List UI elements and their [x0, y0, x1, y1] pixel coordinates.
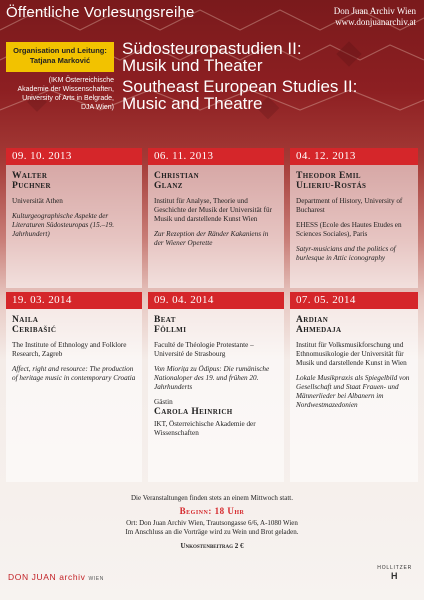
- title-block: [122, 40, 357, 112]
- affiliation-line: University of Arts in Belgrade,: [22, 95, 114, 102]
- lecture-card: [148, 292, 284, 482]
- lecturer-last-name: Glanz: [154, 181, 183, 191]
- lecture-date: 19. 03. 2014: [6, 292, 142, 309]
- lecture-topic: Kulturgeographische Aspekte der Literaturen Südosteuropas (15.–19. Jahrhundert): [12, 212, 115, 238]
- lecture-topic: Zur Rezeption der Ränder Kakaniens in der Wiener Operette: [154, 230, 269, 247]
- lecturer-institution: Institut für Analyse, Theorie und Geschichte der Musik der Universität für Musik und darstellende Kunst Wien: [154, 197, 272, 223]
- lecturer-last-name: Puchner: [12, 181, 51, 191]
- lecturer-first-name: Beat: [154, 315, 176, 325]
- hollitzer-logo: [377, 565, 412, 581]
- publisher-website[interactable]: www.donjuanarchiv.at: [335, 17, 416, 27]
- start-time: Beginn: 18 Uhr: [179, 506, 245, 516]
- lecturer-institution-secondary: EHESS (Ecole des Hautes Etudes en Sciences Sociales), Paris: [296, 221, 402, 238]
- lecturer-last-name: Ceribašić: [12, 325, 57, 335]
- lecture-topic: Satyr-musicians and the politics of burlesque in Attic iconography: [296, 245, 396, 262]
- lecturer-first-name: Christian: [154, 171, 200, 181]
- publisher-name: Don Juan Archiv Wien: [333, 6, 416, 16]
- lecture-card: [290, 148, 418, 288]
- organisation-name: Tatjana Marković: [29, 56, 91, 65]
- lecturer-name: [12, 171, 136, 191]
- lecture-card: [290, 292, 418, 482]
- lecture-card: [6, 148, 142, 288]
- lecture-topic: Von Miorița zu Ödipus: Die rumänische Nationaloper des 19. und frühen 20. Jahrhunderts: [154, 365, 270, 391]
- lecturer-first-name: Theodor Emil: [296, 171, 361, 181]
- admission-fee: Unkostenbeitrag 2 €: [180, 542, 244, 550]
- lecturer-name: [296, 315, 412, 335]
- venue-address: Ort: Don Juan Archiv Wien, Trautsongasse 6/6, A-1080 Wien: [126, 519, 298, 527]
- affiliation-line: Akademie der Wissenschaften,: [17, 86, 114, 93]
- lecturer-name: [296, 171, 412, 191]
- lecture-date: 04. 12. 2013: [290, 148, 418, 165]
- logo-text: DON JUAN archiv: [8, 572, 86, 582]
- lecturer-institution: Institut für Volksmusikforschung und Ethnomusikologie der Universität für Musik und darstellende Kunst in Wien: [296, 341, 407, 367]
- guest-institution: IKT, Österreichische Akademie der Wissenschaften: [154, 420, 256, 437]
- lecture-topic: Lokale Musikpraxis als Spiegelbild von Gesellschaft und Staat Frauen- und Männerlieder bei Albanern im Nordwestmazedonien: [296, 374, 410, 409]
- reception-note: Im Anschluss an die Vorträge wird zu Wein und Brot geladen.: [125, 528, 299, 536]
- title-en-line1: Southeast European Studies II:: [122, 77, 358, 96]
- lecture-topic: Affect, right and resource: The production of heritage music in contemporary Croatia: [12, 365, 136, 382]
- lecturer-first-name: Ardian: [296, 315, 329, 325]
- lecture-date: 07. 05. 2014: [290, 292, 418, 309]
- lecture-date: 09. 10. 2013: [6, 148, 142, 165]
- lecturer-institution: Faculté de Théologie Protestante – Université de Strasbourg: [154, 341, 254, 358]
- lecturer-last-name: Ahmedaja: [296, 325, 342, 335]
- lecturer-last-name: Föllmi: [154, 325, 187, 335]
- logo-text: HOLLITZER: [377, 565, 412, 571]
- lecturer-institution: Department of History, University of Bucharest: [296, 197, 403, 214]
- lecturer-last-name: Ulieriu-Rostás: [296, 181, 367, 191]
- lecture-date: 06. 11. 2013: [148, 148, 284, 165]
- guest-name: Carola Heinrich: [154, 407, 233, 417]
- lecturer-first-name: Walter: [12, 171, 48, 181]
- don-juan-archiv-logo: [8, 572, 104, 582]
- event-info: [0, 494, 424, 551]
- lecturer-name: [154, 171, 278, 191]
- lecture-date: 09. 04. 2014: [148, 292, 284, 309]
- lecturer-institution: The Institute of Ethnology and Folklore Research, Zagreb: [12, 341, 127, 358]
- logo-mark-icon: H: [390, 571, 399, 581]
- lecturer-name: [12, 315, 136, 335]
- organisation-label: Organisation und Leitung:: [13, 46, 107, 55]
- title-de-line2: Musik und Theater: [122, 56, 263, 75]
- publisher-block: [334, 6, 416, 28]
- lecturer-institution: Universität Athen: [12, 197, 63, 205]
- lecturer-name: [154, 315, 278, 335]
- organisation-box: [6, 42, 114, 72]
- lecture-card: [6, 292, 142, 482]
- series-title: Öffentliche Vorlesungsreihe: [6, 4, 195, 21]
- title-de-line1: Südosteuropastudien II:: [122, 39, 302, 58]
- lecturer-first-name: Naila: [12, 315, 39, 325]
- title-en-line2: Music and Theatre: [122, 94, 263, 113]
- logo-subtext: WIEN: [88, 576, 104, 582]
- lecture-card: [148, 148, 284, 288]
- weekday-note: Die Veranstaltungen finden stets an einem Mittwoch statt.: [130, 494, 293, 502]
- organisation-affiliation: [6, 76, 114, 112]
- affiliation-line: DJA Wien): [80, 104, 114, 111]
- guest-label: Gästin: [154, 398, 173, 406]
- affiliation-line: (IKM Österreichische: [48, 77, 114, 84]
